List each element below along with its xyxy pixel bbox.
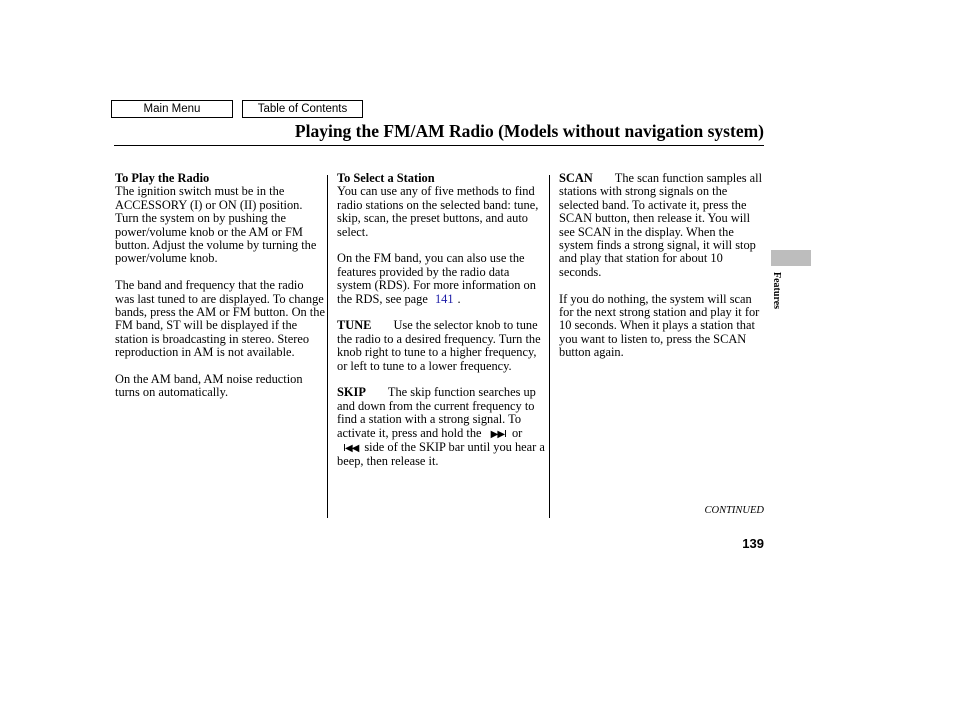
paragraph <box>337 252 545 306</box>
title-rule <box>114 145 764 146</box>
paragraph <box>115 172 325 266</box>
section-heading: To Play the Radio <box>115 171 210 185</box>
column-divider-2 <box>549 175 550 518</box>
term-tune: TUNE <box>337 318 372 333</box>
table-of-contents-button[interactable]: Table of Contents <box>242 100 363 118</box>
paragraph-text: The ignition switch must be in the ACCESSORY (I) or ON (II) position. Turn the system on by pushing the power/volume knob or the AM or FM button. Adjust the volume by turning the power/volume knob. <box>115 184 317 266</box>
page-title: Playing the FM/AM Radio (Models without navigation system) <box>294 121 764 141</box>
paragraph-text: side of the SKIP bar until you hear a beep, then release it. <box>337 440 545 469</box>
paragraph <box>337 172 545 239</box>
page-number: 139 <box>742 536 764 551</box>
column-divider-1 <box>327 175 328 518</box>
skip-forward-icon: ▶▶I <box>490 428 506 440</box>
section-label: Features <box>771 272 782 310</box>
continued-label: CONTINUED <box>704 505 764 516</box>
main-menu-button[interactable]: Main Menu <box>111 100 233 118</box>
paragraph: If you do nothing, the system will scan for the next strong station and play it for 10 seconds. When it plays a station that you want to listen to, press the SCAN button again. <box>559 291 760 360</box>
paragraph-text: . <box>457 291 461 306</box>
paragraph <box>337 386 545 468</box>
section-tab-marker <box>771 250 811 266</box>
column-scan <box>559 172 764 373</box>
paragraph-text: The skip function searches up and down from the current frequency to find a station with a strong signal. To activate it, press and hold the <box>337 385 536 440</box>
column-play-radio <box>115 172 325 413</box>
column-select-station <box>337 172 545 482</box>
term-scan: SCAN <box>559 171 593 185</box>
paragraph <box>337 319 545 373</box>
paragraph <box>559 172 764 279</box>
skip-back-icon: I◀◀ <box>343 443 359 455</box>
section-heading: To Select a Station <box>337 171 435 185</box>
paragraph: On the AM band, AM noise reduction turns on automatically. <box>115 372 303 400</box>
page-link-141[interactable]: 141 <box>434 291 454 306</box>
paragraph-text: The scan function samples all stations with strong signals on the selected band. To activate it, press the SCAN button, then release it. You will see SCAN in the display. When the system finds a strong signal, it will stop and play that station for about 10 seconds. <box>559 171 763 279</box>
paragraph-text: You can use any of five methods to find radio stations on the selected band: tune, skip, scan, the preset buttons, and auto select. <box>337 184 539 239</box>
paragraph: The band and frequency that the radio was last tuned to are displayed. To change bands, press the AM or FM button. On the FM band, ST will be displayed if the station is broadcasting in stereo. Stereo reproduction in AM is not available. <box>115 278 325 360</box>
paragraph-text: On the FM band, you can also use the features provided by the radio data system (RDS). For more information on the RDS, see page <box>337 251 536 306</box>
paragraph-text: or <box>511 425 523 440</box>
term-skip: SKIP <box>337 385 366 400</box>
paragraph-text: Use the selector knob to tune the radio to a desired frequency. Turn the knob right to tune to a higher frequency, or left to tune to a lower frequency. <box>337 318 541 373</box>
